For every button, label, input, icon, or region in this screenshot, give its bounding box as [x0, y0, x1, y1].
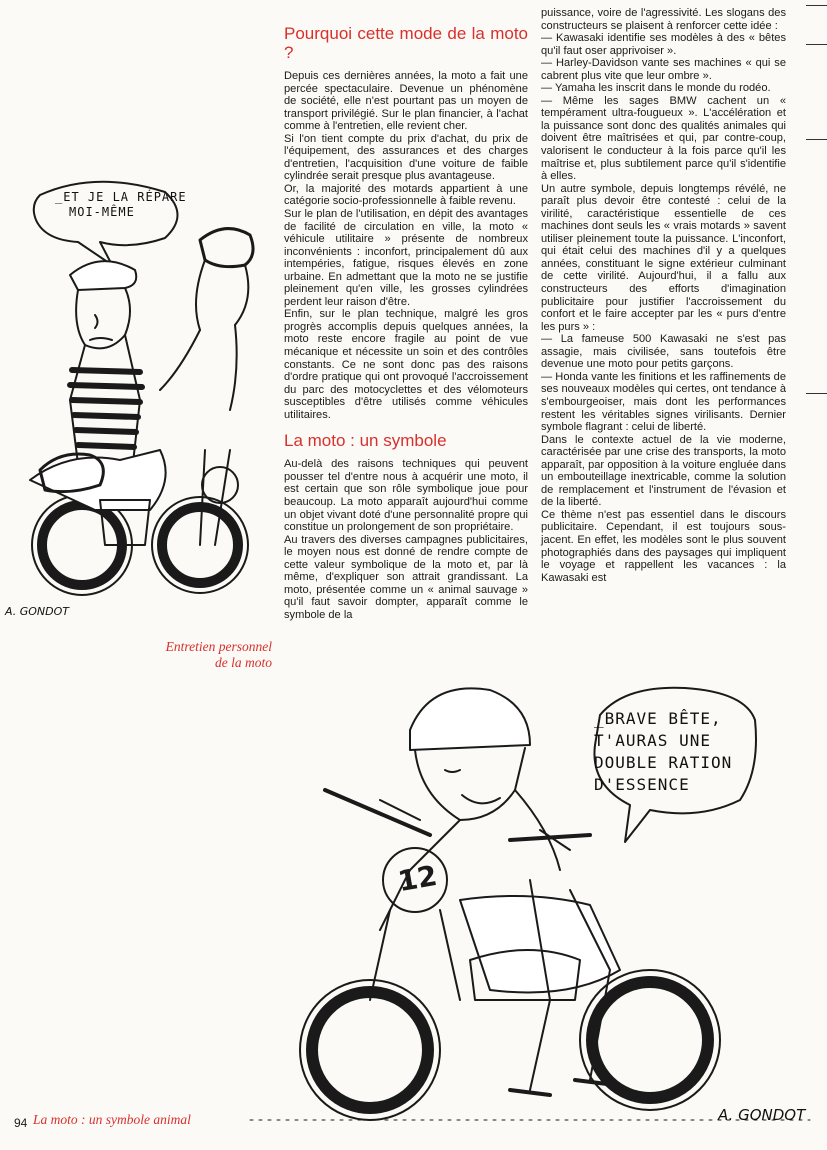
- heading-symbol: La moto : un symbole: [284, 431, 447, 451]
- mechanic-drawing: [0, 150, 280, 630]
- page-number: 94: [14, 1116, 28, 1130]
- paragraph: — Yamaha les inscrit dans le monde du rodéo.: [541, 82, 771, 95]
- paragraph: — La fameuse 500 Kawasaki ne s'est pas assagie, mais civilisée, sans toutefois être devenue une moto pour petits garçons.: [541, 333, 786, 371]
- column-1: [284, 24, 528, 621]
- striped-shirt: [70, 370, 142, 447]
- rider-drawing: [230, 670, 827, 1140]
- speech-bubble-text: _ET JE LA RÉPARE MOI-MÊME: [55, 190, 187, 219]
- paragraph: — Même les sages BMW cachent un « tempérament ultra-fougueux ». L'accélération et la puissance sont donc des qualités animales qui doivent être maîtrisées et qui, par contre-coup, valorisent le conducteur à la fois parce qu'il les maîtrise et, plus subtilement parce qu'il s'identifie à elles.: [541, 94, 786, 183]
- speech-bubble-text: _BRAVE BÊTE, T'AURAS UNE DOUBLE RATION D'ESSENCE: [594, 709, 733, 794]
- paragraph: Enfin, sur le plan technique, malgré les gros progrès accomplis depuis quelques années, la moto reste encore fragile au point de vue mécanique et nécessite un soin et des contrôles constants. Ce ne sont donc pas des raisons d'ordre pratique qui ont provoqué l'accroissement du parc des motocyclettes et des vélomoteurs susceptibles d'être utilisés comme véhicules utilitaires.: [284, 308, 528, 421]
- column-1-section-1: [284, 70, 528, 421]
- paragraph: puissance, voire de l'agressivité. Les slogans des constructeurs se plaisent à renforcer cette idée :: [541, 7, 786, 32]
- front-wheel: [300, 980, 440, 1120]
- artist-signature: A. GONDOT: [5, 605, 69, 618]
- paragraph: Or, la majorité des motards appartient à une catégorie socio-professionnelle à faible revenu.: [284, 182, 528, 208]
- paragraph: Sur le plan de l'utilisation, en dépit des avantages de facilité de circulation en ville, la moto « véhicule utilitaire » présente de nombreux inconvénients : inconfort, principalement dû aux intempéries, fatigue, risques élevés en zone urbaine. En admettant que la moto ne se justifie pleinement qu'en ville, les grosses cylindrées perdent leur raison d'être.: [284, 208, 528, 308]
- margin-rule: [806, 5, 827, 6]
- margin-rule: [806, 393, 827, 394]
- illustration-rider: [230, 670, 827, 1140]
- paragraph: Au travers des diverses campagnes publicitaires, le moyen nous est donné de rendre compte de cette valeur symbolique de la moto et, par là même, d'expliquer son attrait grandissant. La moto, présentée comme un « animal sauvage » qu'il faut savoir dompter, apparaît comme le symbole de la: [284, 533, 528, 621]
- caption-animal-symbol: La moto : un symbole animal: [33, 1112, 191, 1127]
- column-1-section-2: [284, 458, 528, 621]
- paragraph: Ce thème n'est pas essentiel dans le discours publicitaire. Cependant, il est toujours sous-jacent. En effet, les modèles sont le plus souvent photographiés dans des paysages qui impliquent le voyage et rappellent les vacances : la Kawasaki est: [541, 508, 786, 584]
- rear-wheel: [580, 970, 720, 1110]
- paragraph: — Honda vante les finitions et les raffinements de ses nouveaux modèles qui certes, ont tendance à s'embourgeoiser, mais dont les performances restent les véritables signes virilisants. Dernier symbole flagrant : celui de liberté.: [541, 370, 786, 434]
- paragraph: Un autre symbole, depuis longtemps révélé, ne paraît plus devoir être contesté : celui de la virilité, caractéristique essentielle de ces machines dont seuls les « vrais motards » savent utiliser pleinement toute la puissance. L'inconfort, qui était celui des machines d'il y a quelques années, constituant le signe extérieur culminant de cette virilité. Aujourd'hui, il a fallu aux constructeurs des efforts d'imagination publicitaire pour justifier l'accroissement du confort et le faire accepter par les « purs d'entre les purs » :: [541, 182, 786, 333]
- paragraph: Si l'on tient compte du prix d'achat, du prix de l'équipement, des assurances et des charges d'entretien, l'acquisition d'une voiture de faible cylindrée serait presque plus avantageuse.: [284, 132, 528, 183]
- paragraph: — Harley-Davidson vante ses machines « qui se cabrent plus vite que leur ombre ».: [541, 57, 786, 82]
- column-2: [541, 7, 786, 584]
- paragraph: Depuis ces dernières années, la moto a fait une percée spectaculaire. Devenue un phénomène de société, elle n'est pourtant pas un moyen de transport privilégié. Sur le plan financier, à l'achat comme à l'entretien, elle revient cher.: [284, 70, 528, 133]
- paragraph: — Kawasaki identifie ses modèles à des « bêtes qu'il faut oser apprivoiser ».: [541, 32, 786, 57]
- margin-rule: [806, 44, 827, 45]
- heading-why-fashion: Pourquoi cette mode de la moto ?: [284, 24, 528, 62]
- illustration-mechanic: [0, 150, 280, 630]
- plate-number: 12: [395, 858, 440, 899]
- paragraph: Au-delà des raisons techniques qui peuvent pousser tel d'entre nous à acquérir une moto, il est certain que son rôle symbolique joue pour beaucoup. La moto apparaît aujourd'hui comme un objet vivant doté d'une personnalité propre qui constitue un prolongement de son propriétaire.: [284, 458, 528, 534]
- headlight: [202, 467, 238, 503]
- caption-maintenance: Entretien personnel de la moto: [165, 639, 272, 670]
- margin-rule: [806, 139, 827, 140]
- paragraph: Dans le contexte actuel de la vie moderne, caractérisée par une crise des transports, la moto apparaît, par opposition à la voiture engluée dans un embouteillage inextricable, comme la solution de remplacement et l'instrument de l'évasion et de la liberté.: [541, 433, 786, 509]
- artist-signature: A. GONDOT: [718, 1106, 806, 1124]
